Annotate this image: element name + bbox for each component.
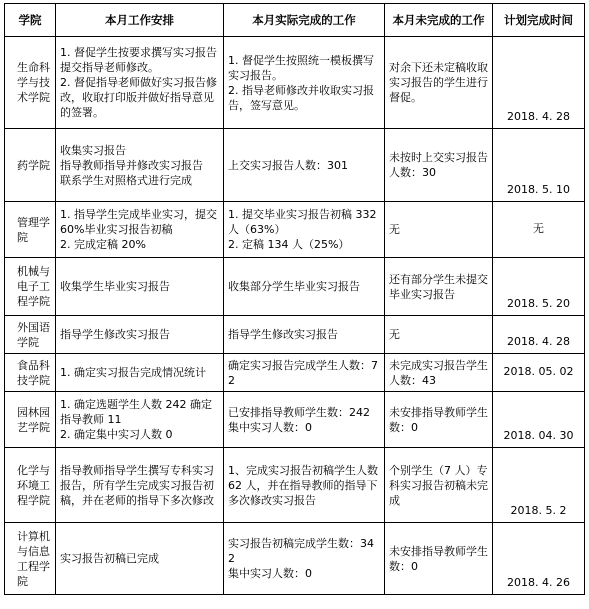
undone-cell: 未安排指导教师学生数：0 (385, 523, 493, 595)
college-cell: 机械与电子工程学院 (5, 258, 56, 316)
work-report-table (4, 3, 585, 595)
college-cell: 管理学院 (5, 202, 56, 258)
college-cell: 计算机与信息工程学院 (5, 523, 56, 595)
date-cell: 2018. 5. 20 (493, 258, 585, 316)
done-cell: 1、完成实习报告初稿学生人数 62 人，并在指导教师的指导下多次修改实习报告 (224, 448, 385, 523)
table-row (5, 129, 585, 202)
college-cell: 外国语学院 (5, 316, 56, 354)
done-cell: 确定实习报告完成学生人数：72 (224, 354, 385, 392)
date-cell: 2018. 5. 2 (493, 448, 585, 523)
table-row (5, 392, 585, 448)
header-done: 本月实际完成的工作 (224, 4, 385, 37)
date-cell: 2018. 4. 28 (493, 316, 585, 354)
done-cell: 1. 提交毕业实习报告初稿 332 人（63%） 2. 定稿 134 人（25%） (224, 202, 385, 258)
college-cell: 园林园艺学院 (5, 392, 56, 448)
header-date: 计划完成时间 (493, 4, 585, 37)
table-row (5, 448, 585, 523)
plan-cell: 指导教师指导学生撰写专科实习报告，所有学生完成实习报告初稿，并在老师的指导下多次修改 (56, 448, 224, 523)
college-cell: 药学院 (5, 129, 56, 202)
header-row (5, 4, 585, 37)
done-cell: 已安排指导教师学生数：242 集中实习人数：0 (224, 392, 385, 448)
header-undone: 本月未完成的工作 (385, 4, 493, 37)
table-row (5, 202, 585, 258)
college-cell: 食品科技学院 (5, 354, 56, 392)
plan-cell: 1. 确定实习报告完成情况统计 (56, 354, 224, 392)
plan-cell: 实习报告初稿已完成 (56, 523, 224, 595)
undone-cell: 未完成实习报告学生人数：43 (385, 354, 493, 392)
date-cell: 无 (493, 202, 585, 258)
plan-cell: 1. 确定选题学生人数 242 确定指导教师 11 2. 确定集中实习人数 0 (56, 392, 224, 448)
plan-cell: 指导学生修改实习报告 (56, 316, 224, 354)
plan-cell: 1. 指导学生完成毕业实习，提交 60%毕业实习报告初稿 2. 完成定稿 20% (56, 202, 224, 258)
table-row (5, 37, 585, 129)
plan-cell: 1. 督促学生按要求撰写实习报告提交指导老师修改。 2. 督促指导老师做好实习报告修改，收取打印版并做好指导意见的签署。 (56, 37, 224, 129)
header-college: 学院 (5, 4, 56, 37)
table-row (5, 258, 585, 316)
header-plan: 本月工作安排 (56, 4, 224, 37)
date-cell: 2018. 4. 28 (493, 37, 585, 129)
table-row (5, 316, 585, 354)
undone-cell: 个别学生（7 人）专科实习报告初稿未完成 (385, 448, 493, 523)
done-cell: 1. 督促学生按照统一模板撰写实习报告。 2. 指导老师修改并收取实习报告，签写意见。 (224, 37, 385, 129)
done-cell: 实习报告初稿完成学生数：342 集中实习人数：0 (224, 523, 385, 595)
date-cell: 2018. 4. 26 (493, 523, 585, 595)
undone-cell: 还有部分学生未提交毕业实习报告 (385, 258, 493, 316)
date-cell: 2018. 05. 02 (493, 354, 585, 392)
done-cell: 指导学生修改实习报告 (224, 316, 385, 354)
done-cell: 收集部分学生毕业实习报告 (224, 258, 385, 316)
undone-cell: 对余下还未定稿收取实习报告的学生进行督促。 (385, 37, 493, 129)
plan-cell: 收集学生毕业实习报告 (56, 258, 224, 316)
undone-cell: 无 (385, 316, 493, 354)
plan-cell: 收集实习报告 指导教师指导并修改实习报告 联系学生对照格式进行完成 (56, 129, 224, 202)
table-body (5, 37, 585, 595)
done-cell: 上交实习报告人数：301 (224, 129, 385, 202)
date-cell: 2018. 5. 10 (493, 129, 585, 202)
college-cell: 生命科学与技术学院 (5, 37, 56, 129)
date-cell: 2018. 04. 30 (493, 392, 585, 448)
undone-cell: 未按时上交实习报告人数：30 (385, 129, 493, 202)
undone-cell: 无 (385, 202, 493, 258)
table-row (5, 354, 585, 392)
undone-cell: 未安排指导教师学生数：0 (385, 392, 493, 448)
table-row (5, 523, 585, 595)
college-cell: 化学与环境工程学院 (5, 448, 56, 523)
